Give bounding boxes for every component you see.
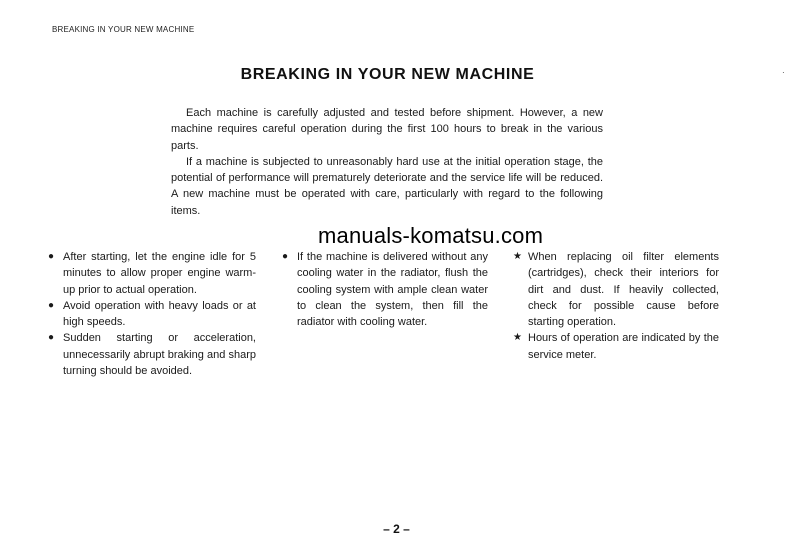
- intro-paragraph-2: If a machine is subjected to unreasonably hard use at the initial operation stage, the potential of performance will prematurely deteriorate and the service life will be reduced. A new machine must be operated with care, particularly with regard to the following items.: [171, 155, 603, 217]
- list-item-text: When replacing oil filter elements (cartridges), check their interiors for dirt and dust. If heavily collected, check for possible cause before starting operation.: [528, 251, 719, 329]
- intro-section: [171, 105, 603, 219]
- list-item-text: Sudden starting or acceleration, unnecessarily abrupt braking and sharp turning should be avoided.: [63, 332, 256, 378]
- page-title-wrapper: [0, 66, 793, 84]
- list-item-text: Avoid operation with heavy loads or at high speeds.: [63, 299, 256, 329]
- intro-paragraph-1: Each machine is carefully adjusted and tested before shipment. However, a new machine requires careful operation during the first 100 hours to break in the various parts.: [171, 107, 603, 152]
- list-item: [48, 330, 256, 379]
- watermark-text: manuals-komatsu.com: [318, 223, 544, 248]
- column-3: [513, 249, 719, 363]
- list-item: [48, 249, 256, 298]
- list-item-text: After starting, let the engine idle for 5 minutes to allow proper engine warm-up prior to actual operation.: [63, 251, 256, 296]
- bullet-icon: ●: [48, 332, 55, 344]
- list-item-text: Hours of operation are indicated by the service meter.: [528, 332, 719, 361]
- list-item: [513, 249, 719, 330]
- list-item: [48, 298, 256, 331]
- page-number: – 2 –: [383, 522, 410, 536]
- list-item: [282, 249, 488, 330]
- column-2: [282, 249, 488, 330]
- bullet-icon: ●: [282, 251, 289, 262]
- page-title: BREAKING IN YOUR NEW MACHINE: [240, 66, 535, 83]
- list-item-text: If the machine is delivered without any cooling water in the radiator, flush the cooling system with ample clean water to clean the system, then fill the radiator with cooling water.: [297, 251, 488, 329]
- star-icon: ★: [513, 332, 522, 344]
- star-icon: ★: [513, 251, 522, 262]
- margin-mark: ·: [782, 68, 785, 77]
- running-header: BREAKING IN YOUR NEW MACHINE: [52, 25, 195, 34]
- column-1: [48, 249, 256, 379]
- bullet-icon: ●: [48, 299, 55, 311]
- bullet-icon: ●: [48, 251, 55, 262]
- list-item: [513, 330, 719, 363]
